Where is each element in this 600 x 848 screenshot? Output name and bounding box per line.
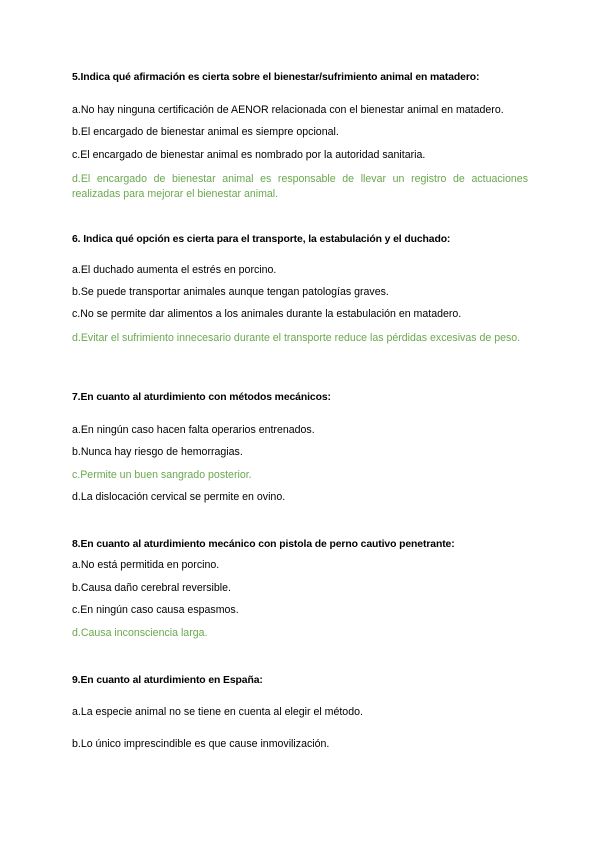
option-d: d.Evitar el sufrimiento innecesario durante el transporte reduce las pérdidas excesivas de peso. [72, 332, 521, 344]
option-d: d.El encargado de bienestar animal es responsable de llevar un registro de actuaciones realizadas para mejorar el bienestar animal. [72, 173, 528, 200]
question-title: 6. Indica qué opción es cierta para el transporte, la estabulación y el duchado: [72, 234, 451, 245]
option-a: a.La especie animal no se tiene en cuenta al elegir el método. [72, 706, 363, 718]
option-b: b.Nunca hay riesgo de hemorragias. [72, 446, 243, 458]
option-b: b.Causa daño cerebral reversible. [72, 582, 231, 594]
option-a: a.No está permitida en porcino. [72, 559, 220, 571]
option-d: d.Causa inconsciencia larga. [72, 627, 208, 639]
option-b: b.Lo único imprescindible es que cause inmovilización. [72, 738, 330, 750]
option-c: c.El encargado de bienestar animal es nombrado por la autoridad sanitaria. [72, 149, 426, 161]
question-title: 8.En cuanto al aturdimiento mecánico con pistola de perno cautivo penetrante: [72, 539, 455, 550]
question-title: 9.En cuanto al aturdimiento en España: [72, 675, 263, 686]
option-c: c.Permite un buen sangrado posterior. [72, 469, 252, 481]
option-a: a.No hay ninguna certificación de AENOR relacionada con el bienestar animal en matadero. [72, 104, 504, 116]
question-title: 5.Indica qué afirmación es cierta sobre el bienestar/sufrimiento animal en matadero: [72, 72, 480, 83]
option-c: c.En ningún caso causa espasmos. [72, 604, 239, 616]
question-title: 7.En cuanto al aturdimiento con métodos mecánicos: [72, 392, 331, 403]
option-a: a.El duchado aumenta el estrés en porcino. [72, 264, 277, 276]
option-a: a.En ningún caso hacen falta operarios entrenados. [72, 424, 315, 436]
option-d: d.La dislocación cervical se permite en ovino. [72, 491, 286, 503]
option-b: b.El encargado de bienestar animal es siempre opcional. [72, 126, 339, 138]
option-c: c.No se permite dar alimentos a los animales durante la estabulación en matadero. [72, 308, 462, 320]
option-b: b.Se puede transportar animales aunque tengan patologías graves. [72, 286, 389, 298]
